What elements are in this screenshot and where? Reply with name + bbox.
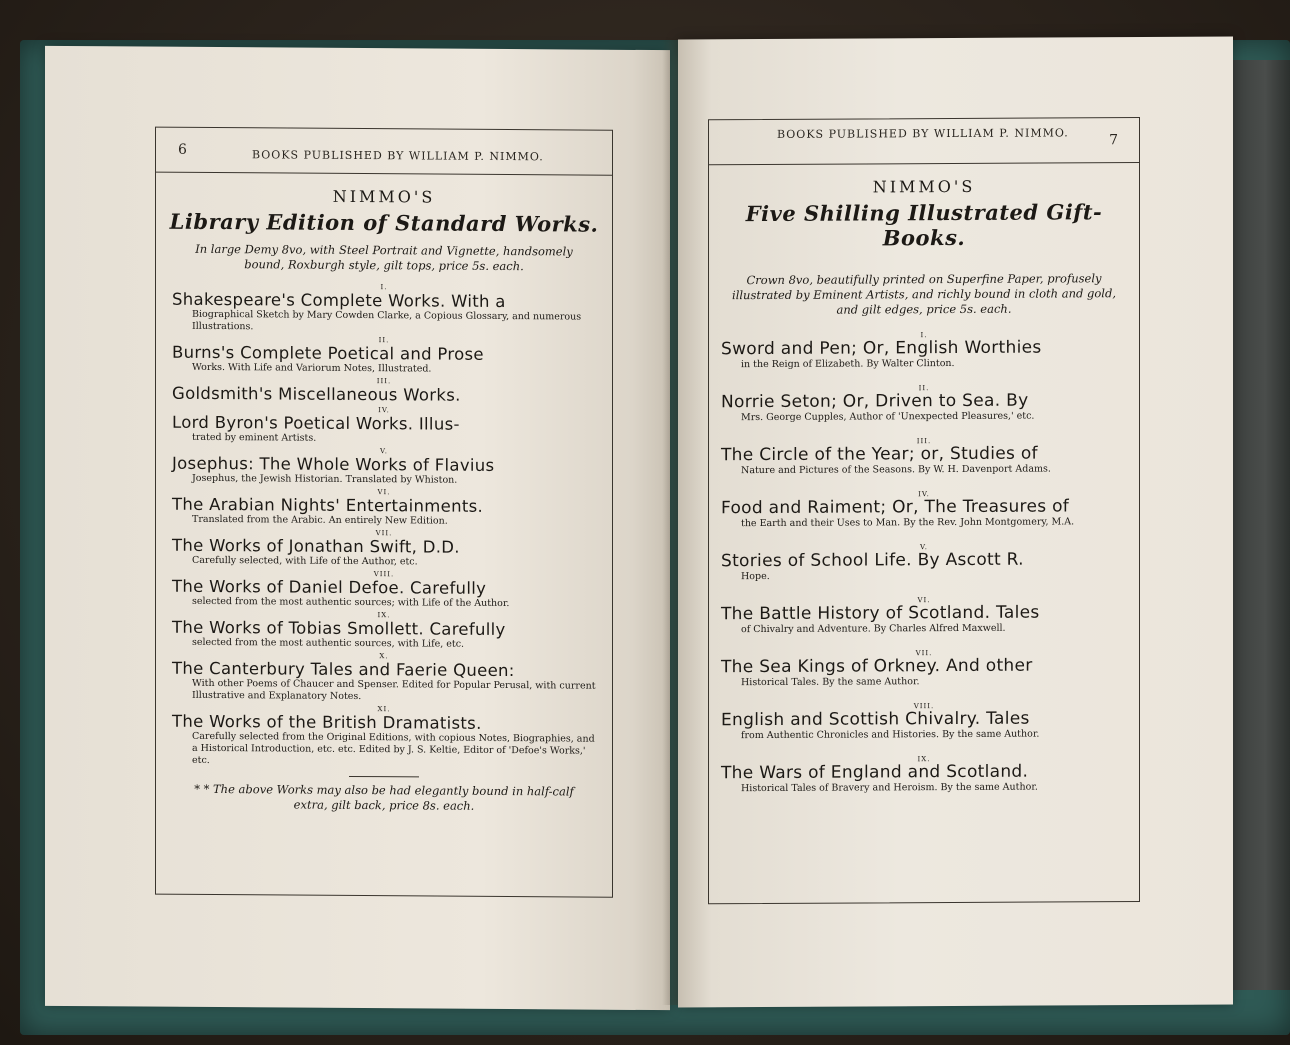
right-book-entry xyxy=(721,701,1127,742)
right-content xyxy=(709,162,1139,903)
entry-description: from Authentic Chronicles and Histories. By the same Author. xyxy=(741,728,1040,742)
entry-number: I. xyxy=(920,331,928,340)
right-entry-list xyxy=(709,330,1139,795)
entry-title: The Wars of England and Scotland. xyxy=(721,761,1029,784)
entry-title: Goldsmith's Miscellaneous Works. xyxy=(172,383,461,405)
right-running-title: BOOKS PUBLISHED BY WILLIAM P. NIMMO. xyxy=(777,126,1069,141)
left-book-entry xyxy=(172,610,596,652)
entry-description: Historical Tales of Bravery and Heroism. By the same Author. xyxy=(741,781,1038,795)
entry-description: With other Poems of Chaucer and Spenser. Edited for Popular Perusal, with current Illustrative and Explanatory Notes. xyxy=(192,677,596,703)
right-page-frame xyxy=(708,117,1140,904)
left-running-title: BOOKS PUBLISHED BY WILLIAM P. NIMMO. xyxy=(252,148,544,164)
left-section-subtitle: In large Demy 8vo, with Steel Portrait and Vignette, handsomely bound, Roxburgh style, gilt tops, price 5s. each. xyxy=(195,241,573,274)
left-book-entry xyxy=(172,446,596,488)
entry-description: the Earth and their Uses to Man. By the Rev. John Montgomery, M.A. xyxy=(741,516,1075,530)
left-book-entry xyxy=(172,569,596,611)
right-book-entry xyxy=(721,489,1127,530)
right-book-entry xyxy=(721,436,1127,477)
entry-title: The Works of Daniel Defoe. Carefully xyxy=(172,576,487,598)
entry-description: trated by eminent Artists. xyxy=(192,431,317,444)
right-page-number: 7 xyxy=(1109,132,1119,149)
right-page xyxy=(678,37,1233,1008)
entry-description: Carefully selected, with Life of the Author, etc. xyxy=(192,554,418,568)
entry-number: VII. xyxy=(375,529,393,538)
entry-title: Lord Byron's Poetical Works. Illus- xyxy=(172,412,460,434)
book-board xyxy=(1228,60,1290,990)
left-footnote: * * The above Works may also be had elegantly bound in half-calf extra, gilt back, price 8s. each. xyxy=(194,781,574,813)
right-running-head xyxy=(709,118,1139,165)
right-book-entry xyxy=(721,648,1127,689)
right-series-name: NIMMO'S xyxy=(872,176,976,197)
entry-title: Sword and Pen; Or, English Worthies xyxy=(721,337,1042,360)
entry-number: VII. xyxy=(915,649,933,658)
entry-number: VI. xyxy=(917,596,931,605)
left-book-entry xyxy=(172,651,596,705)
entry-number: VI. xyxy=(377,488,391,497)
right-book-entry xyxy=(721,330,1127,371)
left-book-entry xyxy=(172,528,596,570)
entry-number: X. xyxy=(379,652,389,661)
entry-number: IX. xyxy=(377,611,391,620)
left-series-name: NIMMO'S xyxy=(332,186,436,207)
left-book-entry xyxy=(172,376,596,406)
entry-title: Stories of School Life. By Ascott R. xyxy=(721,549,1024,572)
right-book-entry xyxy=(721,542,1127,583)
entry-description: Carefully selected from the Original Editions, with copious Notes, Biographies, and a Historical Introduction, etc. etc. Edited by J. S. Keltie, Editor of 'Defoe's Works,' etc. xyxy=(192,730,595,766)
entry-number: V. xyxy=(919,543,929,552)
right-book-entry xyxy=(721,754,1127,795)
left-page-frame xyxy=(155,127,613,898)
entry-description: Mrs. George Cupples, Author of 'Unexpected Pleasures,' etc. xyxy=(741,410,1035,424)
entry-title: The Circle of the Year; or, Studies of xyxy=(721,443,1038,466)
entry-number: VIII. xyxy=(373,570,395,579)
right-section-title: Five Shilling Illustrated Gift-Books. xyxy=(745,199,1103,251)
entry-number: IX. xyxy=(917,755,931,764)
left-running-head xyxy=(156,128,612,176)
entry-description: Hope. xyxy=(741,570,770,583)
entry-title: The Sea Kings of Orkney. And other xyxy=(721,655,1033,678)
entry-number: III. xyxy=(376,377,392,386)
left-book-entry xyxy=(172,282,596,336)
left-page-number: 6 xyxy=(178,141,188,158)
left-book-entry xyxy=(172,405,596,447)
right-book-entry xyxy=(721,595,1127,636)
left-section-title: Library Edition of Standard Works. xyxy=(169,208,599,237)
entry-number: II. xyxy=(918,384,930,393)
entry-title: Norrie Seton; Or, Driven to Sea. By xyxy=(721,390,1029,413)
entry-description: Historical Tales. By the same Author. xyxy=(741,676,920,689)
entry-description: selected from the most authentic sources, with Life, etc. xyxy=(192,636,465,650)
entry-title: English and Scottish Chivalry. Tales xyxy=(721,708,1030,731)
entry-description: Translated from the Arabic. An entirely New Edition. xyxy=(192,513,448,527)
entry-description: Works. With Life and Variorum Notes, Illustrated. xyxy=(192,361,432,375)
right-book-entry xyxy=(721,383,1127,424)
left-book-entry xyxy=(172,704,596,770)
entry-number: III. xyxy=(916,437,932,446)
entry-description: Biographical Sketch by Mary Cowden Clarke, a Copious Glossary, and numerous Illustrations. xyxy=(192,308,582,333)
entry-description: of Chivalry and Adventure. By Charles Alfred Maxwell. xyxy=(741,622,1006,636)
left-book-entry xyxy=(172,335,596,377)
entry-number: V. xyxy=(379,447,389,456)
left-book-entry xyxy=(172,487,596,529)
entry-title: The Works of Jonathan Swift, D.D. xyxy=(172,535,460,557)
entry-title: The Arabian Nights' Entertainments. xyxy=(172,494,484,516)
entry-number: XI. xyxy=(377,705,391,714)
footnote-rule xyxy=(349,776,419,777)
entry-title: The Works of Tobias Smollett. Carefully xyxy=(172,617,506,640)
entry-title: The Works of the British Dramatists. xyxy=(172,711,482,733)
entry-title: The Battle History of Scotland. Tales xyxy=(721,602,1040,625)
left-entry-list xyxy=(156,282,612,770)
right-section-subtitle: Crown 8vo, beautifully printed on Superfine Paper, profusely illustrated by Eminent Artists, and richly bound in cloth and gold, and gilt edges, price 5s. each. xyxy=(732,271,1116,317)
entry-title: Josephus: The Whole Works of Flavius xyxy=(172,453,495,475)
entry-number: IV. xyxy=(378,406,390,415)
entry-description: selected from the most authentic sources; with Life of the Author. xyxy=(192,595,510,610)
entry-number: IV. xyxy=(918,490,930,499)
entry-title: Burns's Complete Poetical and Prose xyxy=(172,342,484,364)
entry-title: The Canterbury Tales and Faerie Queen: xyxy=(172,658,515,681)
entry-description: Josephus, the Jewish Historian. Translated by Whiston. xyxy=(192,472,458,486)
entry-description: in the Reign of Elizabeth. By Walter Clinton. xyxy=(741,358,955,371)
entry-title: Shakespeare's Complete Works. With a xyxy=(172,289,506,312)
entry-number: I. xyxy=(380,283,388,292)
left-content xyxy=(156,172,612,897)
left-page xyxy=(45,46,670,1010)
entry-number: II. xyxy=(378,336,390,345)
entry-title: Food and Raiment; Or, The Treasures of xyxy=(721,496,1070,519)
entry-number: VIII. xyxy=(913,702,935,711)
entry-description: Nature and Pictures of the Seasons. By W. H. Davenport Adams. xyxy=(741,463,1051,477)
